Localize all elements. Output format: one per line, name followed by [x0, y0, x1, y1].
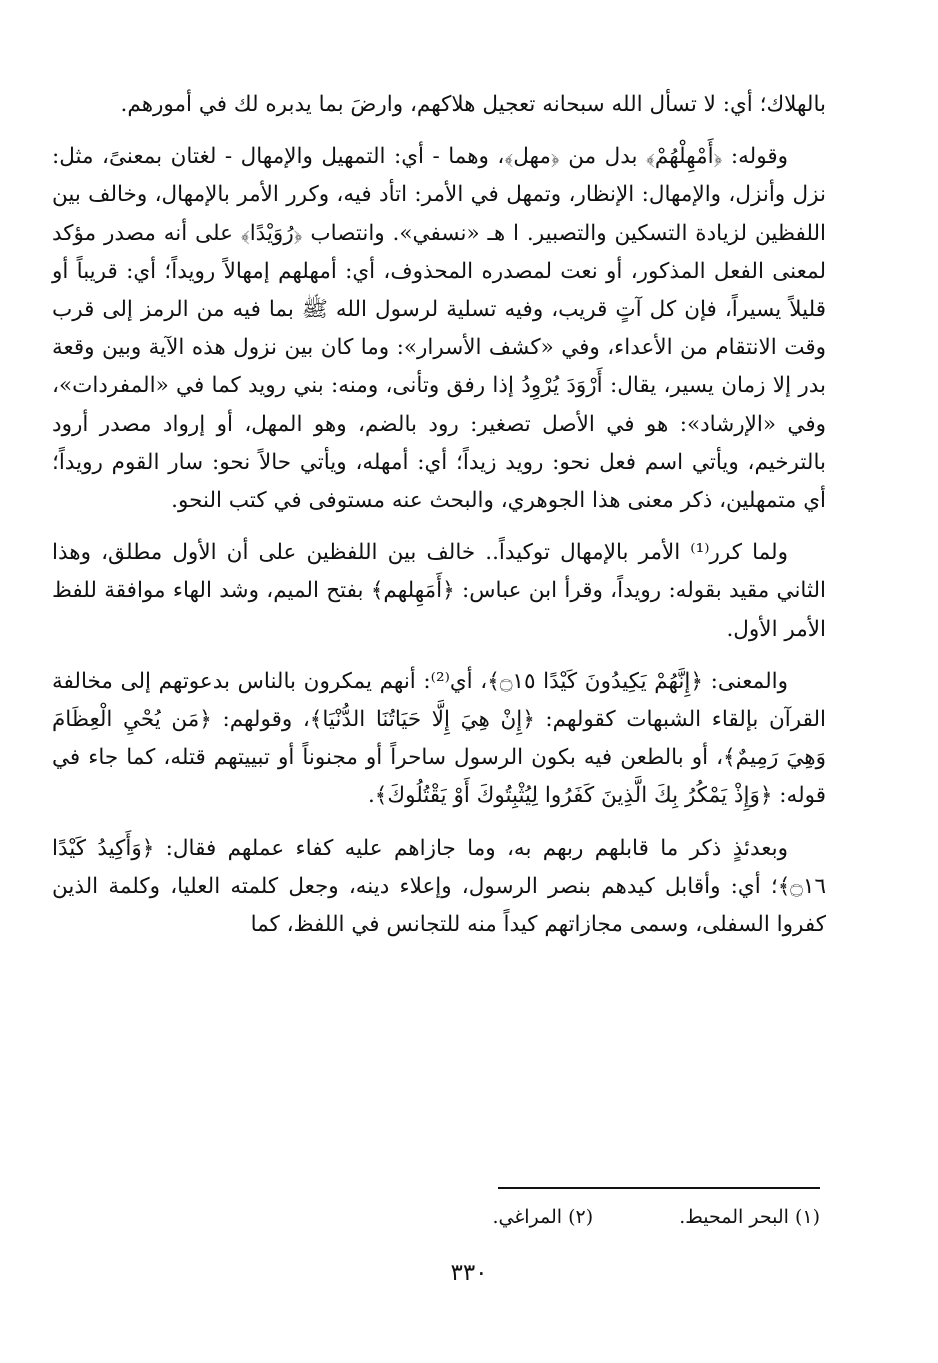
page-number: ٣٣٠: [450, 1260, 488, 1286]
paragraph: والمعنى: ﴿إِنَّهُمْ يَكِيدُونَ كَيْدًا ۝١٥﴾، أي⁽²⁾: أنهم يمكرون بالناس بدعوتهم إلى مخالفة القرآن بإلقاء الشبهات كقولهم: ﴿إِنْ هِيَ إِلَّا حَيَاتُنَا الدُّنْيَا﴾، وقولهم: ﴿مَن يُحْيِ الْعِظَامَ وَهِيَ رَمِيمٌ﴾، أو بالطعن فيه بكون الرسول ساحراً أو مجنوناً أو تبييتهم قتله، كما جاء في قوله: ﴿وَإِذْ يَمْكُرُ بِكَ الَّذِينَ كَفَرُوا لِيُثْبِتُوكَ أَوْ يَقْتُلُوكَ﴾.: [52, 668, 826, 809]
footnote: (٢) المراغي.: [492, 1206, 594, 1228]
footnotes: [492, 1203, 820, 1231]
paragraph: بالهلاك؛ أي: لا تسأل الله سبحانه تعجيل هلاكهم، وارضَ بما يدبره لك في أمورهم.: [120, 92, 826, 117]
paragraph: وقوله: ﴿أَمْهِلْهُمْ﴾ بدل من ﴿مهل﴾، وهما - أي: التمهيل والإمهال - لغتان بمعنىً، مثل: نزل وأنزل، والإمهال: الإنظار، وتمهل في الأمر: اتأد فيه، وكرر الأمر بالإمهال، وخالف بين اللفظين لزيادة التسكين والتصبير. ا هـ «نسفي». وانتصاب ﴿رُوَيْدًا﴾ على أنه مصدر مؤكد لمعنى الفعل المذكور، أو نعت لمصدره المحذوف، أي: أمهلهم إمهالاً رويداً؛ أي: قريباً أو قليلاً يسيراً، فإن كل آتٍ قريب، وفيه تسلية لرسول الله ﷺ بما فيه من الرمز إلى قرب وقت الانتقام من الأعداء، وفي «كشف الأسرار»: وما كان بين نزول هذه الآية وبين وقعة بدر إلا زمان يسير، يقال: أَرْوَدَ يُرْوِدُ إذا رفق وتأنى، ومنه: بني رويد كما في «المفردات»، وفي «الإرشاد»: هو في الأصل تصغير: رود بالضم، وهو المهل، أو إرواد مصدر أرود بالترخيم، ويأتي اسم فعل نحو: رويد زيداً؛ أي: أمهله، ويأتي حالاً نحو: سار القوم رويداً؛ أي متمهلين، ذكر معنى هذا الجوهري، والبحث عنه مستوفى في كتب النحو.: [52, 144, 826, 514]
body-text: [52, 86, 826, 944]
footnote: (١) البحر المحيط.: [679, 1206, 820, 1228]
paragraph: ولما كرر⁽¹⁾ الأمر بالإمهال توكيداً.. خالف بين اللفظين على أن الأول مطلق، وهذا الثاني مقيد بقوله: رويداً، وقرأ ابن عباس: ﴿أَمَهِلهم﴾ بفتح الميم، وشد الهاء موافقة للفظ الأمر الأول.: [52, 540, 826, 642]
footnote-divider: [498, 1187, 820, 1189]
paragraph: وبعدئذٍ ذكر ما قابلهم ربهم به، وما جازاهم عليه كفاء عملهم فقال: ﴿وَأَكِيدُ كَيْدًا ۝١٦﴾؛ أي: وأقابل كيدهم بنصر الرسول، وإعلاء دينه، وجعل كلمته العليا، وكلمة الذين كفروا السفلى، وسمى مجازاتهم كيداً منه للتجانس في اللفظ، كما: [52, 835, 826, 938]
